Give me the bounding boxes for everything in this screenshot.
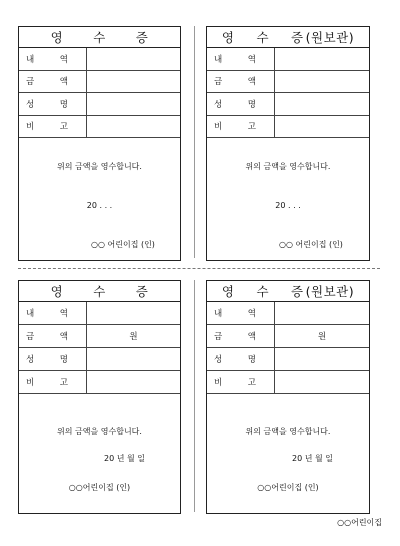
row-label-char: 액	[59, 332, 68, 342]
receipt-3	[18, 280, 181, 514]
row-value-field[interactable]: 원	[317, 332, 327, 342]
row-label-char: 고	[247, 122, 256, 133]
row-label-char: 금	[26, 77, 35, 88]
receipt-title	[207, 281, 369, 302]
receipt-row	[19, 93, 180, 116]
row-value-field[interactable]	[275, 93, 369, 115]
row-label	[207, 116, 275, 138]
row-label-char: 금	[214, 77, 223, 88]
receipt-row	[19, 371, 180, 394]
receipt-issuer: ○○ 어린이집 (인)	[91, 240, 155, 249]
receipt-title-char: 수	[256, 30, 270, 45]
row-value-field[interactable]	[275, 348, 369, 370]
row-label-char: 명	[59, 99, 68, 110]
receipt-row	[207, 116, 369, 139]
row-label-char: 금	[26, 332, 35, 342]
receipt-title	[19, 27, 180, 48]
row-label-char: 명	[247, 99, 256, 110]
receipt-title-char: 수	[93, 284, 106, 299]
row-label-char: 성	[214, 99, 223, 110]
row-label-char: 역	[59, 309, 68, 319]
receipt-title-char: 증	[135, 30, 149, 45]
row-label	[207, 48, 275, 70]
row-value-field[interactable]	[87, 371, 180, 393]
row-value-field[interactable]: 원	[129, 332, 138, 342]
row-value-field[interactable]	[275, 116, 369, 138]
receipt-row	[19, 48, 180, 71]
receipt-title-char: 수	[93, 30, 106, 45]
row-label	[19, 371, 87, 393]
receipt-row	[19, 348, 180, 371]
receipt-date: 20 . . .	[275, 201, 301, 210]
receipt-date: 20 년 월 일	[104, 454, 145, 463]
row-label-char: 고	[247, 378, 256, 388]
row-label-char: 비	[26, 122, 35, 133]
row-value-field[interactable]	[87, 302, 180, 324]
receipt-row	[207, 302, 369, 325]
row-value-field[interactable]	[275, 71, 369, 93]
row-value-field[interactable]	[275, 302, 369, 324]
row-label-char: 비	[214, 122, 223, 133]
row-value-field[interactable]	[275, 371, 369, 393]
row-label	[207, 325, 275, 347]
receipt-4	[206, 280, 370, 514]
row-label	[19, 348, 87, 370]
row-label-char: 명	[59, 355, 68, 365]
row-value-field[interactable]	[87, 71, 180, 93]
receipt-title-char: 영	[221, 30, 235, 45]
row-label	[19, 302, 87, 324]
row-label-char: 역	[247, 54, 256, 65]
receipt-statement: 위의 금액을 영수합니다.	[57, 427, 142, 436]
row-label-char: 내	[214, 309, 223, 319]
row-label	[19, 116, 87, 138]
receipt-issuer: ○○ 어린이집 (인)	[279, 240, 343, 249]
row-label	[19, 71, 87, 93]
row-label-char: 역	[247, 309, 256, 319]
receipt-issuer: ○○어린이집 (인)	[257, 483, 319, 492]
receipt-statement: 위의 금액을 영수합니다.	[245, 427, 331, 436]
row-label	[207, 93, 275, 115]
receipt-row	[207, 348, 369, 371]
row-label-char: 금	[214, 332, 223, 342]
row-label-char: 성	[214, 355, 223, 365]
row-label-char: 액	[59, 77, 68, 88]
receipt-row	[19, 325, 180, 348]
receipt-title-char: 영	[50, 30, 64, 45]
row-label	[19, 325, 87, 347]
receipt-statement: 위의 금액을 영수합니다.	[245, 162, 331, 171]
receipt-title-char: 수	[256, 284, 270, 299]
row-label-char: 고	[59, 122, 68, 133]
row-label	[207, 302, 275, 324]
receipt-row	[207, 325, 369, 348]
receipt-statement: 위의 금액을 영수합니다.	[57, 162, 142, 171]
row-label-char: 명	[247, 355, 256, 365]
row-label-char: 비	[26, 378, 35, 388]
vertical-cut-line-bottom	[194, 280, 195, 512]
receipt-row	[207, 48, 369, 71]
row-value-field[interactable]	[87, 116, 180, 138]
row-label	[207, 71, 275, 93]
receipt-issuer: ○○어린이집 (인)	[68, 483, 131, 492]
row-label	[19, 93, 87, 115]
receipt-row	[207, 371, 369, 394]
receipt-title	[207, 27, 369, 48]
receipt-title-char: 증	[135, 284, 149, 299]
receipt-row	[19, 302, 180, 325]
row-label-char: 내	[26, 54, 35, 65]
receipt-1	[18, 26, 181, 261]
row-label-char: 역	[59, 54, 68, 65]
footer-org-name: ○○어린이집	[337, 518, 382, 527]
row-label-char: 내	[26, 309, 35, 319]
receipt-row	[207, 71, 369, 94]
receipt-row	[19, 71, 180, 94]
receipt-title	[19, 281, 180, 302]
row-value-field[interactable]	[87, 348, 180, 370]
row-value-field[interactable]	[87, 48, 180, 70]
row-value-field[interactable]	[275, 48, 369, 70]
receipt-2	[206, 26, 370, 261]
vertical-cut-line-top	[194, 26, 195, 258]
row-label-char: 내	[214, 54, 223, 65]
receipt-row	[207, 93, 369, 116]
row-label-char: 비	[214, 378, 223, 388]
receipt-title-suffix: (원보관)	[305, 284, 355, 299]
row-label-char: 성	[26, 355, 35, 365]
row-label-char: 액	[247, 77, 256, 88]
row-label-char: 성	[26, 99, 35, 110]
horizontal-cut-line	[18, 268, 380, 269]
receipt-title-char: 영	[221, 284, 235, 299]
receipt-title-char: 증	[291, 284, 304, 299]
row-label	[207, 348, 275, 370]
receipt-date: 20 . . .	[86, 201, 113, 210]
receipt-title-suffix: (원보관)	[305, 30, 355, 45]
row-label-char: 액	[247, 332, 256, 342]
row-value-field[interactable]	[87, 93, 180, 115]
receipt-title-char: 영	[50, 284, 64, 299]
receipt-date: 20 년 월 일	[292, 454, 333, 463]
row-label	[19, 48, 87, 70]
row-label-char: 고	[59, 378, 68, 388]
receipt-title-char: 증	[291, 30, 304, 45]
receipt-row	[19, 116, 180, 139]
row-label	[207, 371, 275, 393]
